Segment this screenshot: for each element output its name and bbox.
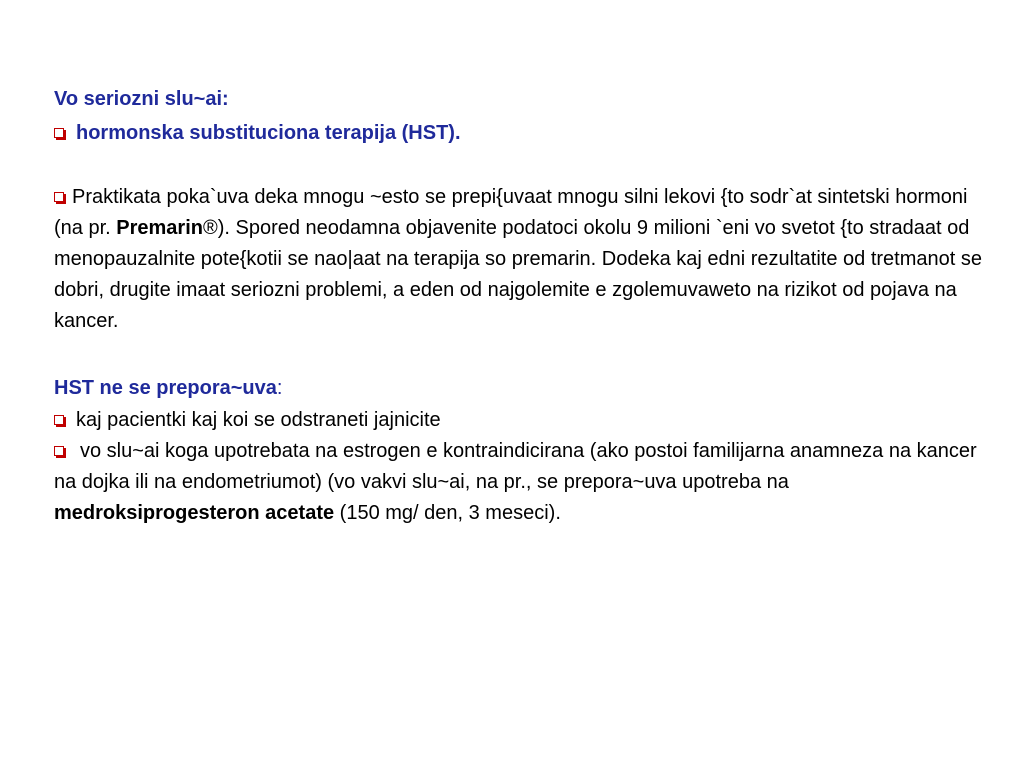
spacer — [54, 148, 984, 182]
square-bullet-icon — [54, 415, 64, 425]
heading-not-recommended — [54, 373, 984, 403]
paragraph-practice-text-1: Praktikata poka`uva deka mnogu ~esto se prepi{uvaat mnogu silni lekovi {to sodr`at sintetski hormoni (na pr. — [54, 186, 968, 239]
paragraph-contraindicated — [54, 436, 984, 529]
bullet-hormone-therapy-text: hormonska substituciona terapija (HST). — [76, 122, 461, 144]
paragraph-contraindicated-text-2: (150 mg/ den, 3 meseci). — [334, 502, 561, 524]
square-bullet-icon — [54, 192, 64, 202]
paragraph-practice-text-2: ). Spored neodamna objavenite podatoci okolu 9 milioni `eni vo svetot {to stradaat od menopauzalnite pote{kotii se nao|aat na terapija so premarin. Dodeka kaj edni rezultatite od tretmanot se dobri, drugite imaat seriozni problemi, a eden od najgolemite e zgolemuvaweto na rizikot od pojava na kancer. — [54, 217, 982, 332]
square-bullet-icon — [54, 446, 64, 456]
bullet-ovaries-removed-text: kaj pacientki kaj koi se odstraneti jajnicite — [76, 409, 441, 431]
square-bullet-icon — [54, 128, 64, 138]
premarin-bold: Premarin — [116, 217, 203, 239]
spacer — [54, 337, 984, 373]
registered-symbol: ® — [202, 217, 218, 239]
paragraph-practice — [54, 182, 984, 337]
paragraph-contraindicated-text-1: vo slu~ai koga upotrebata na estrogen e kontraindicirana (ako postoi familijarna anamneza na kancer na dojka ili na endometriumot) (vo vakvi slu~ai, na pr., se prepora~uva upotreba na — [54, 440, 977, 493]
bullet-hormone-therapy — [54, 118, 984, 148]
medroxyprogesterone-bold: medroksiprogesteron acetate — [54, 502, 335, 524]
heading-serious-cases: Vo seriozni slu~ai: — [54, 88, 229, 110]
bullet-ovaries-removed — [54, 405, 984, 436]
slide-content — [54, 84, 984, 529]
heading-colon: : — [276, 377, 283, 399]
heading-not-recommended-text: HST ne se prepora~uva — [54, 377, 277, 399]
